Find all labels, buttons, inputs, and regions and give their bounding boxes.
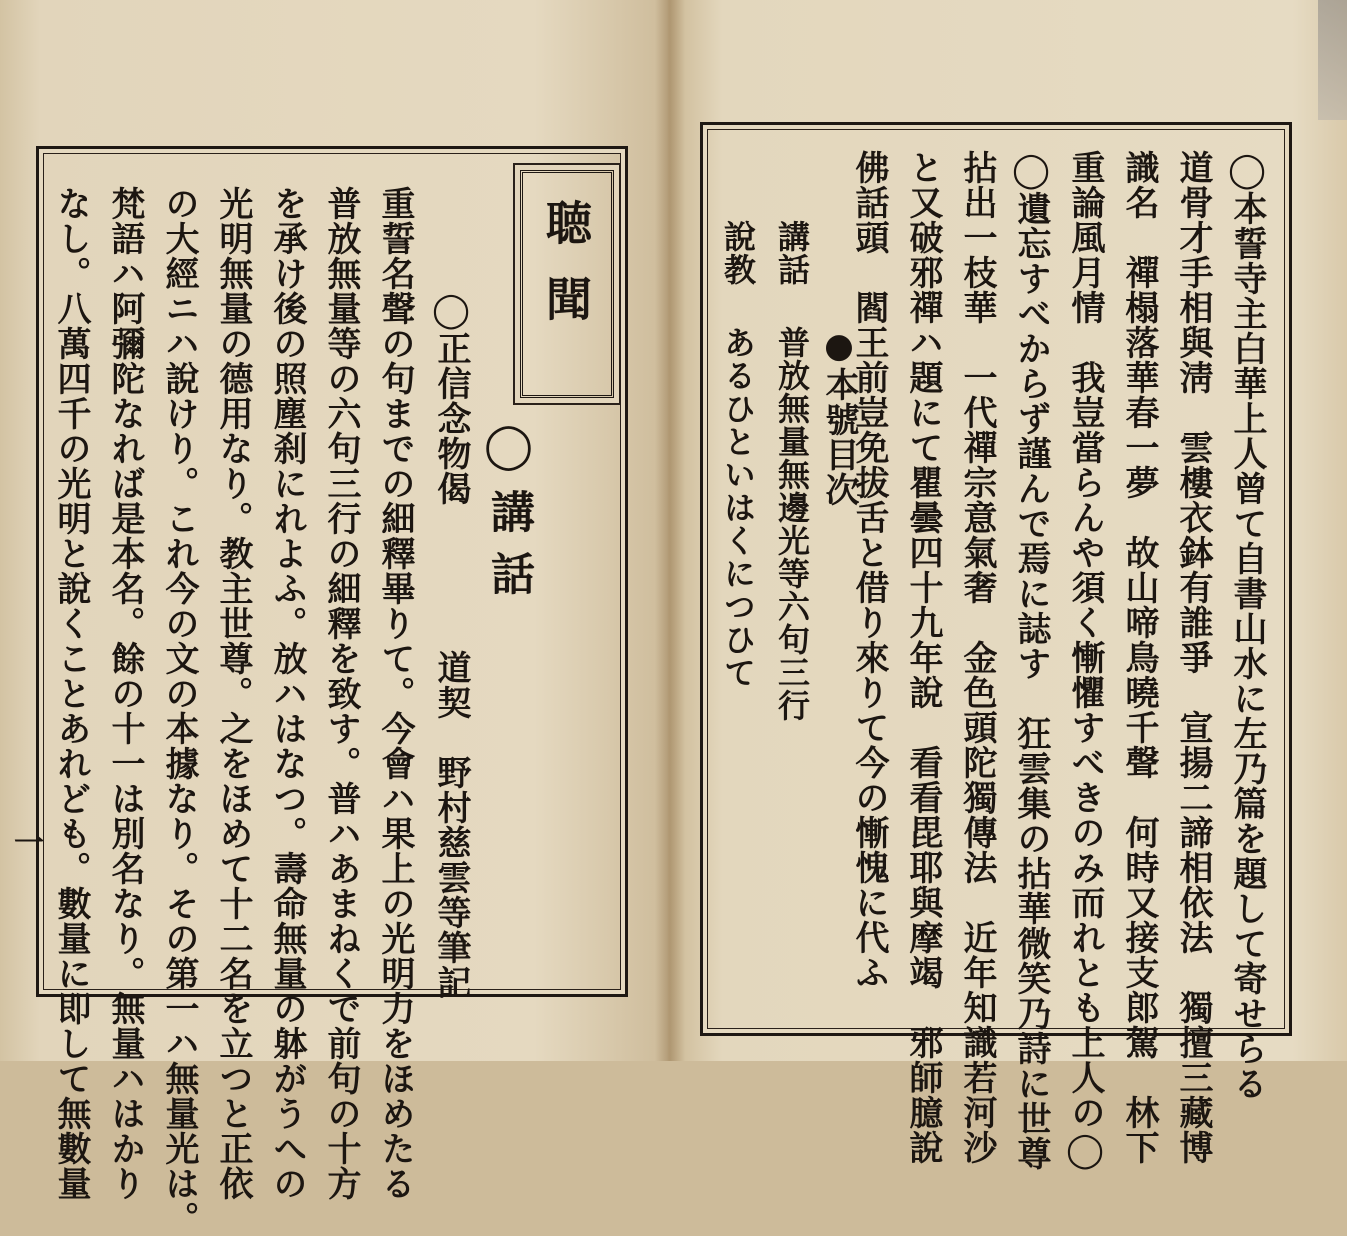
- page-edge-stain: [1318, 0, 1347, 120]
- book-gutter: [655, 0, 685, 1061]
- body-line: を承け後の照塵刹にれよふ。放ハはなつ。壽命無量の躰がうへの: [267, 186, 307, 1201]
- toc-title: ●本號目次: [819, 326, 859, 507]
- section-title: ◯講話: [483, 420, 534, 613]
- body-line: ◯本誓寺主白華上人曾て自書山水に左乃篇を題して寄せらる: [1227, 150, 1267, 1101]
- body-line: ◯遺忘すべからず謹んで焉に誌す 狂雲集の拈華微笑乃詩に世尊: [1011, 150, 1051, 1171]
- toc-category: 講話: [773, 220, 811, 286]
- body-line: 識名 禪榻落華春一夢 故山啼鳥曉千聲 何時又接支郎駕 林下: [1119, 150, 1159, 1165]
- page-number: 一: [14, 826, 44, 861]
- body-line: 普放無量等の六句三行の細釋を致す。普ハあまねくで前句の十方: [321, 186, 361, 1201]
- body-line: 光明無量の德用なり。教主世尊。之をほめて十二名を立つと正依: [213, 186, 253, 1201]
- toc-entry: 普放無量無邊光等六句三行: [773, 326, 811, 722]
- body-line: 梵語ハ阿彌陀なれば是本名。餘の十一は別名なり。無量ハはかり: [105, 186, 145, 1201]
- body-line: 道骨才手相與淸 雲樓衣鉢有誰爭 宣揚二諦相依法 獨擅三藏博: [1173, 150, 1213, 1165]
- heading-title: 聴聞: [539, 199, 593, 351]
- body-line: 拈出一枝華 一代禪宗意氣奢 金色頭陀獨傳法 近年知識若河沙: [957, 150, 997, 1165]
- toc-entry: あるひといはくにつひて: [719, 326, 757, 689]
- toc-category: 說教: [719, 220, 757, 286]
- subtitle: ◯正信念物偈: [431, 290, 471, 506]
- body-line: 重誓名聲の句までの細釋畢りて。今會ハ果上の光明力をほめたる: [375, 186, 415, 1201]
- body-line: 佛話頭 閻王前豈免拔舌と借り來りて今の慚愧に代ふ: [849, 150, 889, 990]
- body-line: と又破邪禪ハ題にて瞿曇四十九年說 看看毘耶與摩竭 邪師臆說: [903, 150, 943, 1165]
- body-line: なし。八萬四千の光明と說くことあれども。數量に即して無數量: [51, 186, 91, 1201]
- body-line: の大經ニハ說けり。これ今の文の本據なり。その第一ハ無量光は。: [159, 186, 199, 1236]
- author-line: 道契 野村慈雲等筆記: [431, 650, 471, 1000]
- body-line: 重論風月情 我豈當らんや須く慚懼すべきのみ而れとも上人の◯: [1065, 150, 1105, 1171]
- heading-box: [520, 170, 614, 398]
